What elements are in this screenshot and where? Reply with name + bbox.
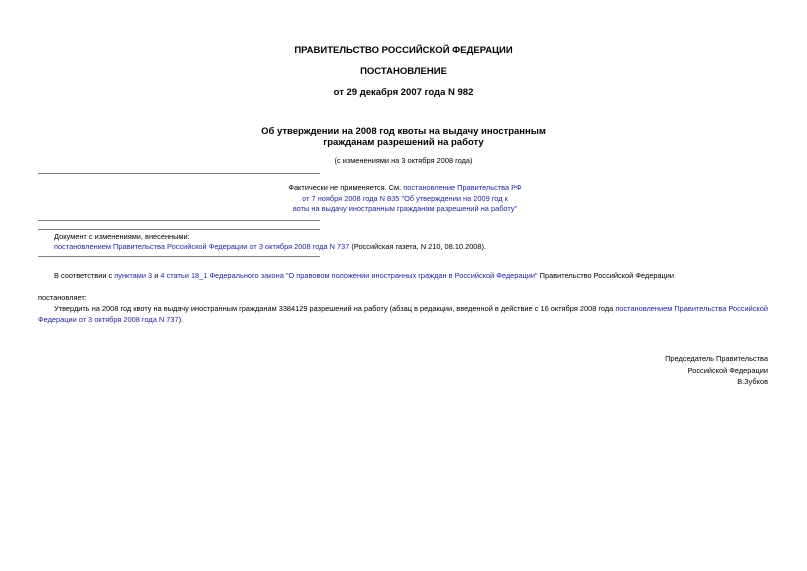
preamble-tail: Правительство Российской Федерации xyxy=(537,271,675,280)
status-note-prefix: Фактически не применяется. См. xyxy=(288,183,404,192)
document-title-line1: Об утверждении на 2008 год квоты на выдачу иностранным xyxy=(261,126,546,137)
preamble-and: и xyxy=(152,271,161,280)
document-type: ПОСТАНОВЛЕНИЕ xyxy=(360,66,447,77)
clause-end: ). xyxy=(178,315,184,324)
changes-label: Документ с изменениями, внесенными: xyxy=(54,232,190,241)
preamble-intro: В соответствии с xyxy=(54,271,115,280)
link-resolution-835[interactable]: постановление Правительства РФ xyxy=(403,183,522,192)
signature-position1: Председатель Правительства xyxy=(665,354,768,363)
resolves: постановляет: xyxy=(38,293,87,302)
document-date-number: от 29 декабря 2007 года N 982 xyxy=(333,87,474,98)
signature-block xyxy=(568,353,768,388)
changes-source: (Российская газета, N 210, 08.10.2008). xyxy=(349,242,487,251)
divider xyxy=(38,256,320,257)
divider xyxy=(38,220,320,221)
link-resolution-737-clause[interactable]: постановлением Правительства Российской xyxy=(615,304,768,313)
government-heading: ПРАВИТЕЛЬСТВО РОССИЙСКОЙ ФЕДЕРАЦИИ xyxy=(294,45,513,56)
preamble xyxy=(54,270,674,282)
document-title-line2: гражданам разрешений на работу xyxy=(323,137,484,148)
link-resolution-835-cont2[interactable]: воты на выдачу иностранным гражданам разрешений на работу" xyxy=(292,204,518,213)
signature-name: В.Зубков xyxy=(737,377,768,386)
divider xyxy=(38,173,320,174)
changes-line xyxy=(54,242,486,251)
status-note xyxy=(200,183,610,215)
amendments-note: (с изменениями на 3 октября 2008 года) xyxy=(334,156,473,165)
link-point-3[interactable]: пунктами 3 xyxy=(114,271,153,280)
link-resolution-737[interactable]: постановлением Правительства Российской Федерации от 3 октября 2008 года N 737 xyxy=(54,242,350,251)
divider xyxy=(38,229,320,230)
link-resolution-737-clause-cont[interactable]: Федерации от 3 октября 2008 года N 737 xyxy=(38,315,179,324)
link-article-18-1[interactable]: 4 статьи 18_1 Федерального закона "О правовом положении иностранных граждан в Российской Федерации" xyxy=(160,271,538,280)
link-resolution-835-cont[interactable]: от 7 ноября 2008 года N 835 "Об утверждении на 2009 год к xyxy=(302,193,508,203)
signature-position2: Российской Федерации xyxy=(687,365,768,375)
clause-line2 xyxy=(38,314,183,326)
clause-text: Утвердить на 2008 год квоту на выдачу иностранным гражданам 3384129 разрешений на работу (абзац в редакции, введенной в действие с 16 октября 2008 года xyxy=(54,304,616,313)
